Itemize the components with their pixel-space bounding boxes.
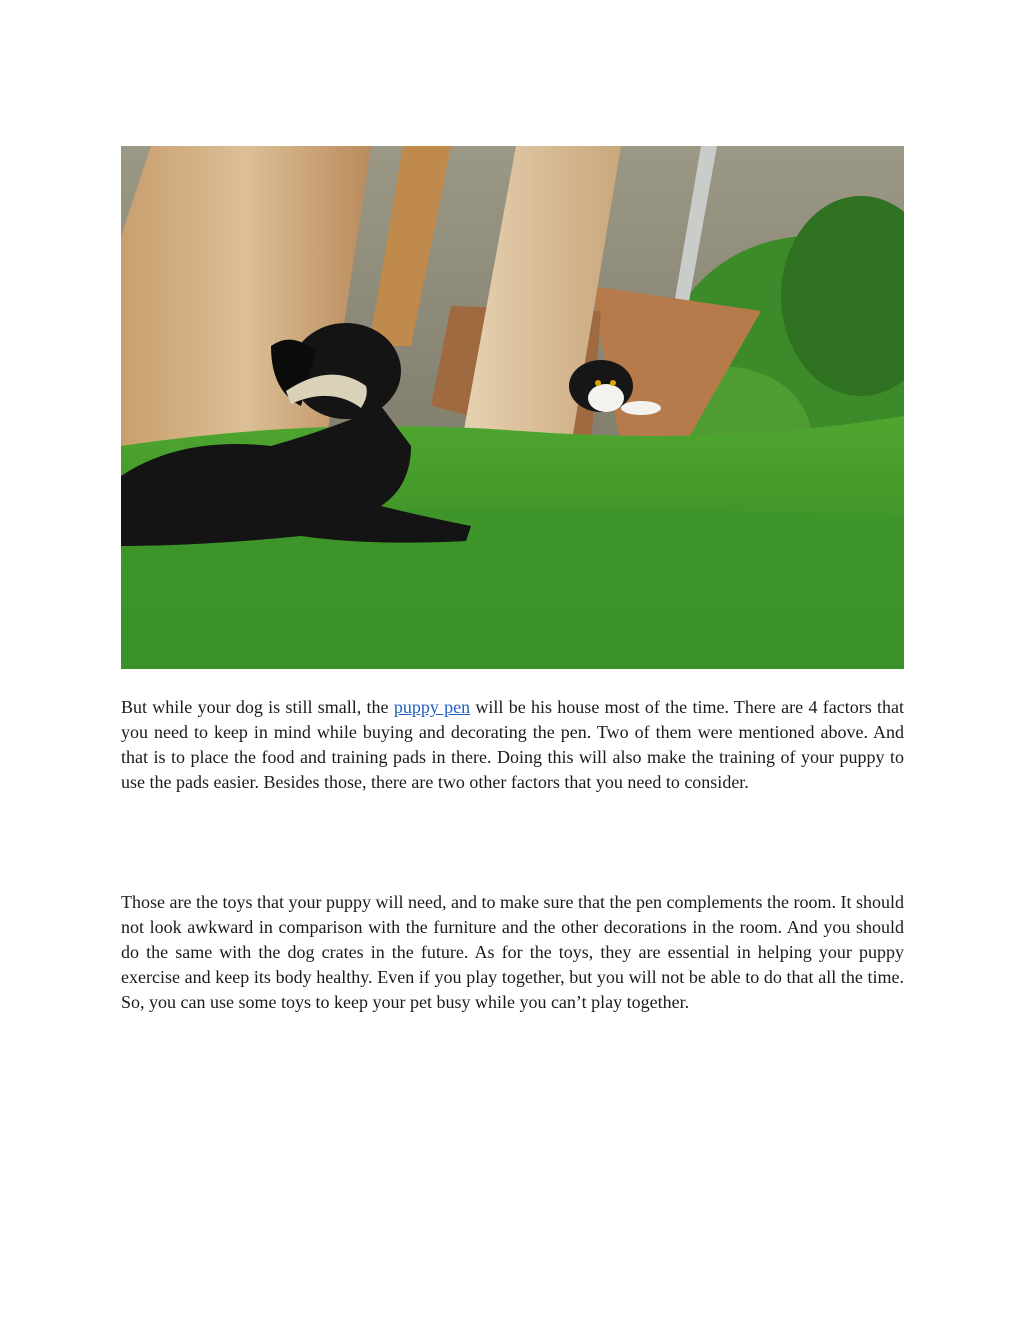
paragraph-intro xyxy=(121,695,904,795)
paragraph-toys: Those are the toys that your puppy will need, and to make sure that the pen complements the room. It should not look awkward in comparison with the furniture and the other decorations in the room. And you should do the same with the dog crates in the future. As for the toys, they are essential in helping your puppy exercise and keep its body healthy. Even if you play together, but you will not be able to do that all the time. So, you can use some toys to keep your pet busy while you can’t play together. xyxy=(121,892,904,1012)
paragraph-intro-rest: will be his house most of the time. There are 4 factors that you need to keep in mind while buying and decorating the pen. Two of them were mentioned above. And that is to place the food and training pads in there. Doing this will also make the training of your puppy to use the pads easier. Besides those, there are two other factors that you need to consider. xyxy=(121,697,904,792)
article-photo xyxy=(121,146,904,669)
puppy-pen-link[interactable]: puppy pen xyxy=(393,697,471,717)
dog-and-cat-photo-icon xyxy=(121,146,904,669)
paragraph-intro-lead: But while your dog is still small, the xyxy=(121,697,394,717)
